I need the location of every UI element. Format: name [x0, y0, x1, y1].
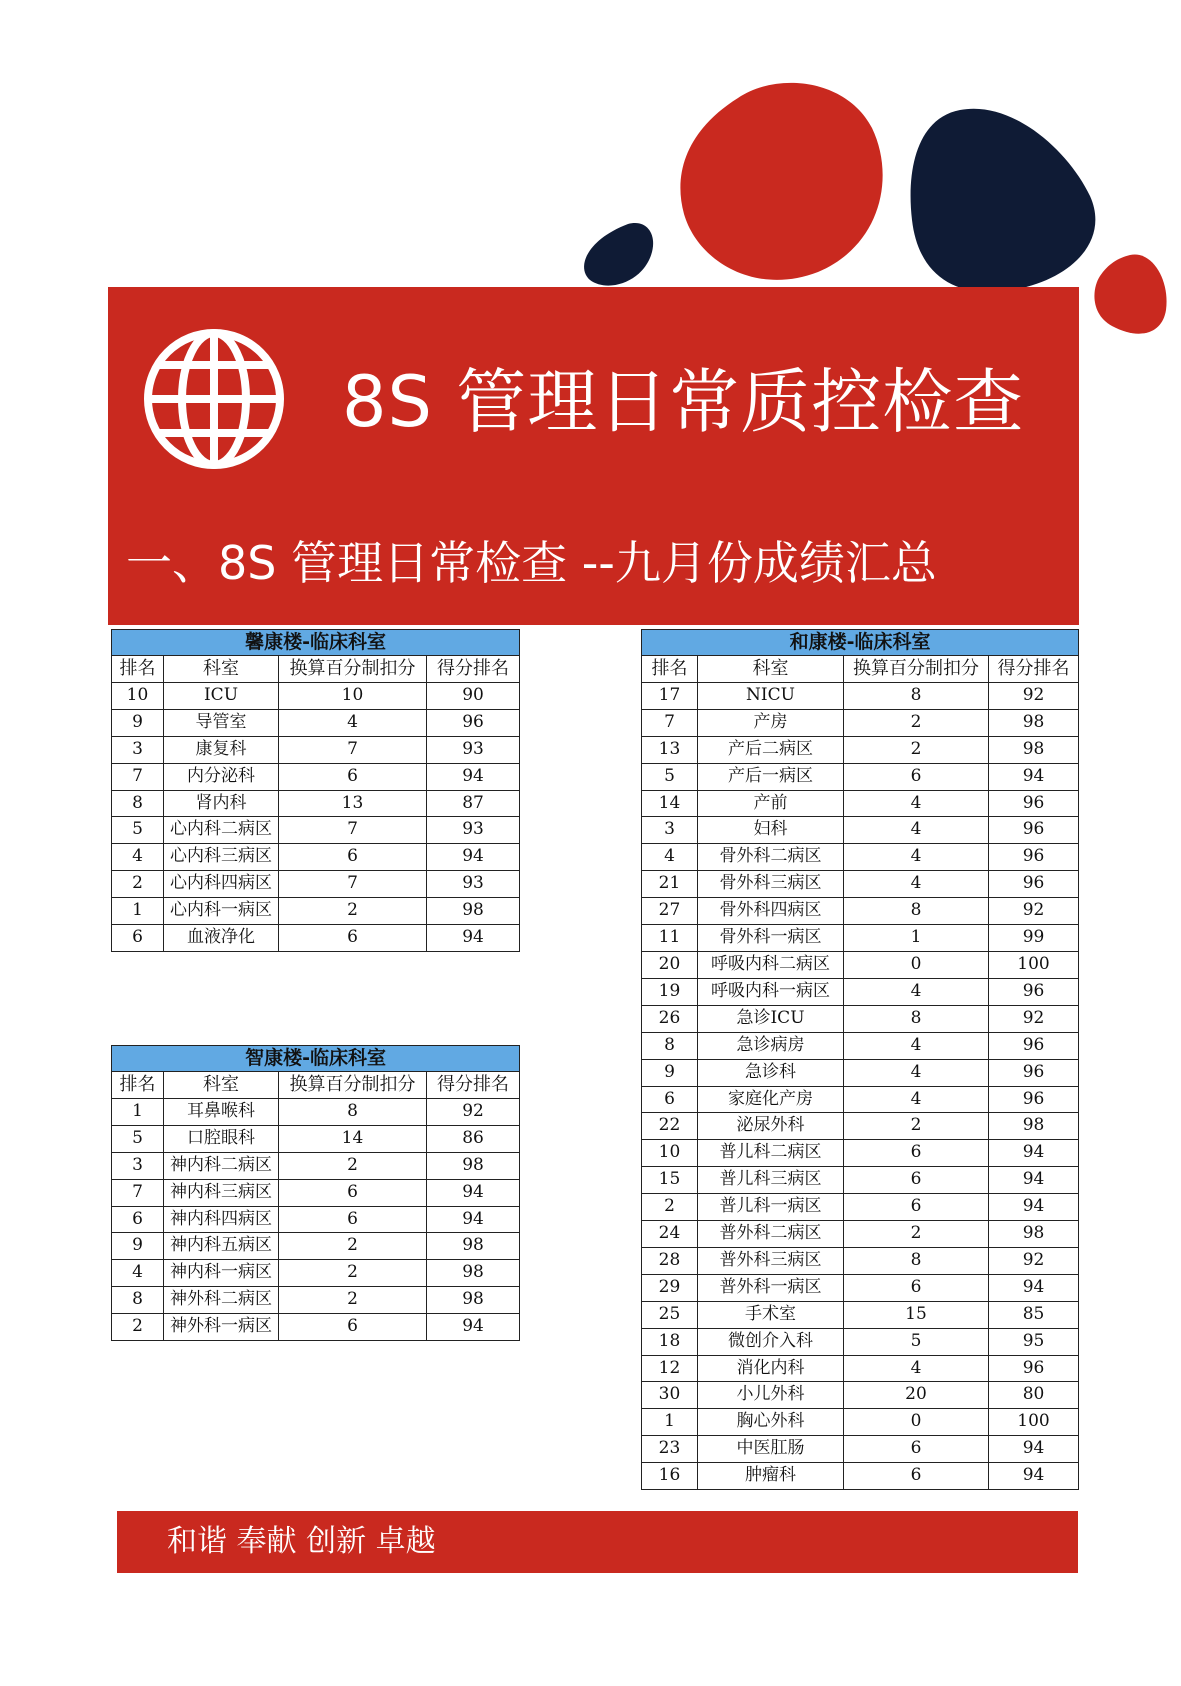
score-cell: 94: [427, 1179, 520, 1206]
score-cell: 96: [989, 844, 1079, 871]
deduction-cell: 8: [844, 1005, 989, 1032]
department-cell: 呼吸内科一病区: [698, 978, 844, 1005]
table-row: [112, 844, 520, 871]
deduction-cell: 2: [279, 898, 427, 925]
deduction-cell: 6: [844, 1463, 989, 1490]
table-row: [642, 1059, 1079, 1086]
deduction-cell: 6: [844, 1140, 989, 1167]
score-cell: 93: [427, 871, 520, 898]
score-cell: 94: [989, 1167, 1079, 1194]
deduction-cell: 6: [279, 1179, 427, 1206]
score-cell: 94: [427, 1314, 520, 1341]
rank-cell: 9: [642, 1059, 698, 1086]
table-row: [642, 1409, 1079, 1436]
department-cell: 中医肛肠: [698, 1436, 844, 1463]
department-cell: 胸心外科: [698, 1409, 844, 1436]
deduction-cell: 0: [844, 951, 989, 978]
column-header-dept: 科室: [164, 1072, 279, 1099]
score-cell: 94: [989, 1194, 1079, 1221]
rank-cell: 11: [642, 925, 698, 952]
department-cell: 妇科: [698, 817, 844, 844]
score-cell: 100: [989, 1409, 1079, 1436]
department-cell: 神内科三病区: [164, 1179, 279, 1206]
department-cell: 心内科三病区: [164, 844, 279, 871]
deduction-cell: 2: [279, 1287, 427, 1314]
table-row: [112, 736, 520, 763]
score-cell: 85: [989, 1301, 1079, 1328]
table-row: [112, 817, 520, 844]
rank-cell: 6: [112, 925, 164, 952]
table-title: 馨康楼-临床科室: [112, 630, 520, 656]
column-header-dept: 科室: [164, 656, 279, 683]
department-cell: 内分泌科: [164, 763, 279, 790]
department-cell: 血液净化: [164, 925, 279, 952]
department-cell: 骨外科四病区: [698, 898, 844, 925]
score-cell: 94: [989, 1436, 1079, 1463]
department-cell: 心内科二病区: [164, 817, 279, 844]
rank-cell: 23: [642, 1436, 698, 1463]
department-cell: 神内科二病区: [164, 1152, 279, 1179]
table-row: [642, 871, 1079, 898]
department-cell: 急诊科: [698, 1059, 844, 1086]
table-row: [112, 1179, 520, 1206]
rank-cell: 7: [112, 763, 164, 790]
rank-cell: 12: [642, 1355, 698, 1382]
score-cell: 87: [427, 790, 520, 817]
deduction-cell: 1: [844, 925, 989, 952]
rank-cell: 16: [642, 1463, 698, 1490]
rank-cell: 17: [642, 682, 698, 709]
globe-icon: [142, 327, 286, 471]
deduction-cell: 6: [844, 1167, 989, 1194]
rank-cell: 2: [642, 1194, 698, 1221]
deduction-cell: 4: [844, 790, 989, 817]
table-row: [112, 898, 520, 925]
rank-cell: 5: [112, 1125, 164, 1152]
rank-cell: 2: [112, 1314, 164, 1341]
department-cell: 手术室: [698, 1301, 844, 1328]
page-title: 8S 管理日常质控检查: [342, 361, 1025, 443]
rank-cell: 9: [112, 709, 164, 736]
navy-pebble-small: [584, 223, 653, 286]
rank-cell: 3: [642, 817, 698, 844]
xinkang-score-table: [111, 629, 520, 952]
deduction-cell: 4: [844, 978, 989, 1005]
rank-cell: 27: [642, 898, 698, 925]
table-row: [642, 844, 1079, 871]
department-cell: 普儿科三病区: [698, 1167, 844, 1194]
deduction-cell: 2: [844, 1113, 989, 1140]
rank-cell: 5: [112, 817, 164, 844]
column-header-dept: 科室: [698, 656, 844, 683]
deduction-cell: 4: [844, 1059, 989, 1086]
rank-cell: 10: [642, 1140, 698, 1167]
rank-cell: 1: [642, 1409, 698, 1436]
hekang-score-table: [641, 629, 1079, 1490]
score-cell: 96: [989, 1355, 1079, 1382]
deduction-cell: 5: [844, 1328, 989, 1355]
table-row: [112, 925, 520, 952]
department-cell: 心内科一病区: [164, 898, 279, 925]
department-cell: 呼吸内科二病区: [698, 951, 844, 978]
score-cell: 92: [427, 1098, 520, 1125]
department-cell: 导管室: [164, 709, 279, 736]
table-row: [642, 1463, 1079, 1490]
table-row: [642, 1194, 1079, 1221]
score-cell: 92: [989, 682, 1079, 709]
department-cell: 神外科二病区: [164, 1287, 279, 1314]
score-cell: 98: [427, 1152, 520, 1179]
table-row: [642, 925, 1079, 952]
table-row: [642, 1436, 1079, 1463]
score-cell: 94: [427, 763, 520, 790]
rank-cell: 19: [642, 978, 698, 1005]
deduction-cell: 6: [279, 1314, 427, 1341]
score-cell: 98: [427, 1233, 520, 1260]
rank-cell: 13: [642, 736, 698, 763]
deduction-cell: 8: [844, 1247, 989, 1274]
department-cell: 普外科二病区: [698, 1221, 844, 1248]
rank-cell: 22: [642, 1113, 698, 1140]
table-row: [112, 682, 520, 709]
department-cell: 骨外科一病区: [698, 925, 844, 952]
header-banner: [108, 287, 1079, 625]
deduction-cell: 6: [279, 763, 427, 790]
department-cell: 神外科一病区: [164, 1314, 279, 1341]
table-row: [642, 1328, 1079, 1355]
table-row: [642, 1032, 1079, 1059]
score-cell: 93: [427, 736, 520, 763]
deduction-cell: 2: [844, 736, 989, 763]
rank-cell: 25: [642, 1301, 698, 1328]
score-cell: 96: [989, 1086, 1079, 1113]
rank-cell: 6: [642, 1086, 698, 1113]
deduction-cell: 4: [844, 817, 989, 844]
rank-cell: 8: [112, 790, 164, 817]
column-header-deduction: 换算百分制扣分: [844, 656, 989, 683]
score-cell: 92: [989, 1247, 1079, 1274]
rank-cell: 4: [112, 844, 164, 871]
rank-cell: 18: [642, 1328, 698, 1355]
rank-cell: 4: [112, 1260, 164, 1287]
rank-cell: 6: [112, 1206, 164, 1233]
score-cell: 94: [427, 925, 520, 952]
deduction-cell: 7: [279, 871, 427, 898]
department-cell: 普儿科一病区: [698, 1194, 844, 1221]
rank-cell: 15: [642, 1167, 698, 1194]
deduction-cell: 2: [279, 1233, 427, 1260]
score-cell: 100: [989, 951, 1079, 978]
deduction-cell: 6: [844, 1436, 989, 1463]
rank-cell: 3: [112, 736, 164, 763]
table-row: [642, 736, 1079, 763]
table-row: [642, 1221, 1079, 1248]
deduction-cell: 7: [279, 736, 427, 763]
column-header-rank: 排名: [112, 1072, 164, 1099]
table-row: [642, 790, 1079, 817]
table-row: [642, 898, 1079, 925]
department-cell: 骨外科三病区: [698, 871, 844, 898]
table-row: [642, 1086, 1079, 1113]
score-cell: 80: [989, 1382, 1079, 1409]
score-cell: 94: [427, 1206, 520, 1233]
rank-cell: 8: [642, 1032, 698, 1059]
score-cell: 94: [989, 1463, 1079, 1490]
deduction-cell: 4: [844, 1355, 989, 1382]
score-cell: 96: [989, 1059, 1079, 1086]
department-cell: 神内科四病区: [164, 1206, 279, 1233]
table-row: [642, 763, 1079, 790]
rank-cell: 9: [112, 1233, 164, 1260]
department-cell: 肾内科: [164, 790, 279, 817]
score-cell: 96: [427, 709, 520, 736]
table-row: [642, 1247, 1079, 1274]
deduction-cell: 4: [844, 1086, 989, 1113]
department-cell: 普外科一病区: [698, 1274, 844, 1301]
table-title: 智康楼-临床科室: [112, 1046, 520, 1072]
score-cell: 95: [989, 1328, 1079, 1355]
column-header-deduction: 换算百分制扣分: [279, 1072, 427, 1099]
table-row: [112, 1125, 520, 1152]
table-row: [642, 817, 1079, 844]
score-cell: 98: [427, 1287, 520, 1314]
score-cell: 98: [427, 898, 520, 925]
deduction-cell: 4: [844, 871, 989, 898]
score-cell: 94: [427, 844, 520, 871]
department-cell: 肿瘤科: [698, 1463, 844, 1490]
table-title: 和康楼-临床科室: [642, 630, 1079, 656]
score-cell: 92: [989, 1005, 1079, 1032]
rank-cell: 5: [642, 763, 698, 790]
rank-cell: 10: [112, 682, 164, 709]
table-row: [112, 1152, 520, 1179]
score-cell: 96: [989, 790, 1079, 817]
score-cell: 99: [989, 925, 1079, 952]
table-row: [112, 1233, 520, 1260]
score-cell: 98: [989, 1221, 1079, 1248]
department-cell: 产前: [698, 790, 844, 817]
deduction-cell: 6: [279, 844, 427, 871]
table-row: [112, 1206, 520, 1233]
deduction-cell: 4: [279, 709, 427, 736]
table-row: [112, 871, 520, 898]
department-cell: 泌尿外科: [698, 1113, 844, 1140]
navy-pebble-large: [911, 109, 1096, 292]
score-cell: 98: [427, 1260, 520, 1287]
table-row: [642, 978, 1079, 1005]
department-cell: 心内科四病区: [164, 871, 279, 898]
score-cell: 96: [989, 871, 1079, 898]
rank-cell: 20: [642, 951, 698, 978]
department-cell: 家庭化产房: [698, 1086, 844, 1113]
deduction-cell: 8: [279, 1098, 427, 1125]
department-cell: 小儿外科: [698, 1382, 844, 1409]
table-row: [112, 763, 520, 790]
table-row: [642, 1382, 1079, 1409]
column-header-rank: 排名: [642, 656, 698, 683]
red-pebble-large: [680, 83, 882, 280]
deduction-cell: 6: [844, 763, 989, 790]
rank-cell: 2: [112, 871, 164, 898]
zhikang-score-table: [111, 1045, 520, 1341]
table-row: [112, 1287, 520, 1314]
deduction-cell: 4: [844, 1032, 989, 1059]
deduction-cell: 2: [844, 709, 989, 736]
red-pebble-small: [1094, 254, 1166, 333]
deduction-cell: 7: [279, 817, 427, 844]
table-row: [642, 1167, 1079, 1194]
score-cell: 96: [989, 817, 1079, 844]
rank-cell: 14: [642, 790, 698, 817]
department-cell: 普外科三病区: [698, 1247, 844, 1274]
department-cell: 耳鼻喉科: [164, 1098, 279, 1125]
department-cell: ICU: [164, 682, 279, 709]
section-heading: 一、8S 管理日常检查 --九月份成绩汇总: [126, 536, 937, 590]
table-row: [642, 1005, 1079, 1032]
department-cell: 口腔眼科: [164, 1125, 279, 1152]
deduction-cell: 2: [844, 1221, 989, 1248]
table-row: [112, 790, 520, 817]
table-row: [112, 709, 520, 736]
department-cell: 急诊ICU: [698, 1005, 844, 1032]
column-header-score: 得分排名: [427, 656, 520, 683]
table-row: [642, 1355, 1079, 1382]
score-cell: 96: [989, 978, 1079, 1005]
rank-cell: 30: [642, 1382, 698, 1409]
deduction-cell: 10: [279, 682, 427, 709]
score-cell: 98: [989, 709, 1079, 736]
score-cell: 94: [989, 1274, 1079, 1301]
column-header-score: 得分排名: [989, 656, 1079, 683]
score-cell: 96: [989, 1032, 1079, 1059]
deduction-cell: 6: [279, 925, 427, 952]
rank-cell: 1: [112, 1098, 164, 1125]
deduction-cell: 8: [844, 682, 989, 709]
department-cell: 普儿科二病区: [698, 1140, 844, 1167]
score-cell: 94: [989, 1140, 1079, 1167]
score-cell: 92: [989, 898, 1079, 925]
table-row: [642, 951, 1079, 978]
department-cell: 神内科一病区: [164, 1260, 279, 1287]
table-row: [642, 1113, 1079, 1140]
column-header-score: 得分排名: [427, 1072, 520, 1099]
deduction-cell: 2: [279, 1152, 427, 1179]
deduction-cell: 15: [844, 1301, 989, 1328]
department-cell: 骨外科二病区: [698, 844, 844, 871]
rank-cell: 21: [642, 871, 698, 898]
rank-cell: 29: [642, 1274, 698, 1301]
deduction-cell: 13: [279, 790, 427, 817]
table-row: [642, 1140, 1079, 1167]
deduction-cell: 2: [279, 1260, 427, 1287]
table-row: [642, 1274, 1079, 1301]
column-header-deduction: 换算百分制扣分: [279, 656, 427, 683]
table-row: [642, 1301, 1079, 1328]
rank-cell: 26: [642, 1005, 698, 1032]
table-row: [112, 1098, 520, 1125]
table-row: [112, 1260, 520, 1287]
deduction-cell: 6: [844, 1274, 989, 1301]
deduction-cell: 14: [279, 1125, 427, 1152]
rank-cell: 4: [642, 844, 698, 871]
rank-cell: 8: [112, 1287, 164, 1314]
footer-slogan: 和谐 奉献 创新 卓越: [167, 1524, 436, 1559]
department-cell: 产房: [698, 709, 844, 736]
deduction-cell: 4: [844, 844, 989, 871]
score-cell: 86: [427, 1125, 520, 1152]
department-cell: NICU: [698, 682, 844, 709]
rank-cell: 1: [112, 898, 164, 925]
table-row: [112, 1314, 520, 1341]
table-row: [642, 709, 1079, 736]
department-cell: 急诊病房: [698, 1032, 844, 1059]
footer-banner: [117, 1511, 1078, 1573]
department-cell: 产后一病区: [698, 763, 844, 790]
score-cell: 98: [989, 736, 1079, 763]
rank-cell: 3: [112, 1152, 164, 1179]
score-cell: 98: [989, 1113, 1079, 1140]
deduction-cell: 0: [844, 1409, 989, 1436]
table-row: [642, 682, 1079, 709]
deduction-cell: 8: [844, 898, 989, 925]
deduction-cell: 6: [844, 1194, 989, 1221]
department-cell: 微创介入科: [698, 1328, 844, 1355]
rank-cell: 7: [642, 709, 698, 736]
column-header-rank: 排名: [112, 656, 164, 683]
rank-cell: 7: [112, 1179, 164, 1206]
score-cell: 93: [427, 817, 520, 844]
department-cell: 产后二病区: [698, 736, 844, 763]
score-cell: 90: [427, 682, 520, 709]
department-cell: 神内科五病区: [164, 1233, 279, 1260]
deduction-cell: 6: [279, 1206, 427, 1233]
rank-cell: 28: [642, 1247, 698, 1274]
score-cell: 94: [989, 763, 1079, 790]
department-cell: 消化内科: [698, 1355, 844, 1382]
rank-cell: 24: [642, 1221, 698, 1248]
deduction-cell: 20: [844, 1382, 989, 1409]
department-cell: 康复科: [164, 736, 279, 763]
